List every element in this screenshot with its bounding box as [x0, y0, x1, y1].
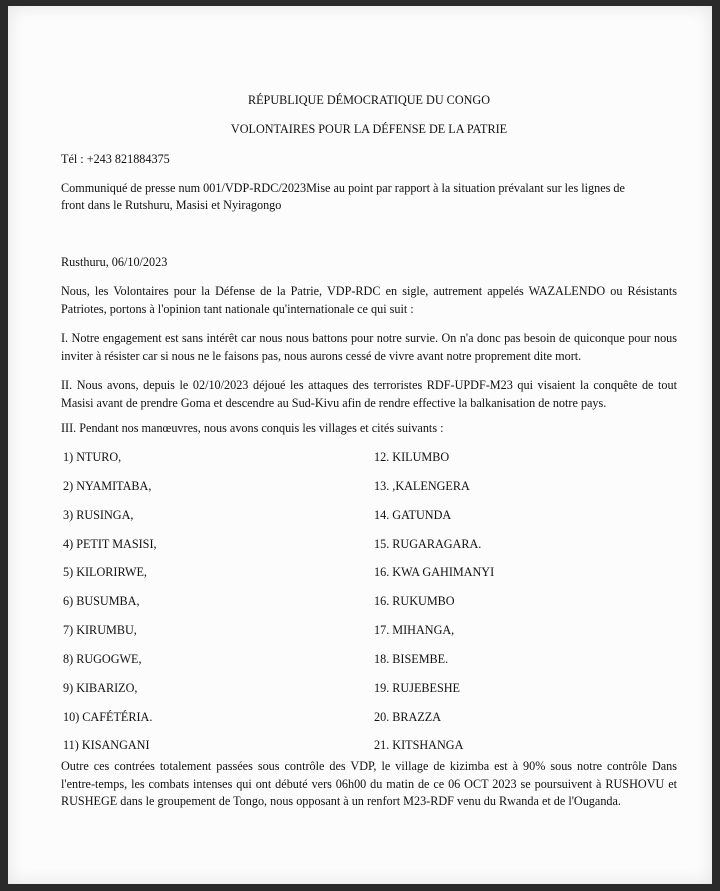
village-list-item: 20. BRAZZA: [374, 710, 442, 724]
village-list-item: 4) PETIT MASISI,: [63, 537, 157, 551]
village-list-item: 9) KIBARIZO,: [63, 681, 138, 695]
point-one-paragraph: I. Notre engagement est sans intérêt car nous nous battons pour notre survie. On n'a donc pas besoin de quiconque pour nous inviter à résister car si nous ne le faisons pas, nous aurons cessé de vivre avant notre proprement dite mort.: [61, 331, 677, 363]
village-list-item: 1) NTURO,: [63, 450, 122, 464]
village-list-item: 21. KITSHANGA: [374, 738, 464, 752]
village-list-item: 15. RUGARAGARA.: [374, 537, 482, 551]
village-list-item: 6) BUSUMBA,: [63, 594, 140, 608]
document-page: [8, 6, 712, 884]
village-list-item: 11) KISANGANI: [63, 738, 150, 752]
communique-title-line-1: Communiqué de presse num 001/VDP-RDC/2023Mise au point par rapport à la situation prévalant sur les lignes de: [61, 181, 625, 195]
village-list-item: 8) RUGOGWE,: [63, 652, 142, 666]
village-list-item: 5) KILORIRWE,: [63, 565, 147, 579]
village-list-item: 16. KWA GAHIMANYI: [374, 565, 495, 579]
place-date: Rusthuru, 06/10/2023: [61, 255, 168, 269]
intro-paragraph: Nous, les Volontaires pour la Défense de la Patrie, VDP-RDC en sigle, autrement appelés WAZALENDO ou Résistants Patriotes, portons à l'opinion tant nationale qu'internationale ce qui suit :: [61, 284, 677, 316]
village-list-item: 14. GATUNDA: [374, 508, 452, 522]
closing-paragraph: Outre ces contrées totalement passées sous contrôle des VDP, le village de kizimba est à 90% sous notre contrôle Dans l'entre-temps, les combats intenses qui ont débuté vers 06h00 du matin de ce 06 OCT 2023 se poursuivent à RUSHOVU et RUSHEGE dans le groupement de Tongo, nous opposant à un renfort M23-RDF venu du Rwanda et de l'Ouganda.: [61, 759, 677, 808]
village-list-item: 13. ,KALENGERA: [374, 479, 470, 493]
point-three-intro: III. Pendant nos manœuvres, nous avons conquis les villages et cités suivants :: [61, 421, 444, 435]
phone-line: Tél : +243 821884375: [61, 152, 170, 166]
country-heading: RÉPUBLIQUE DÉMOCRATIQUE DU CONGO: [247, 93, 491, 107]
village-list-item: 10) CAFÉTÉRIA.: [63, 710, 153, 724]
village-list-item: 17. MIHANGA,: [374, 623, 455, 637]
village-list-item: 19. RUJEBESHE: [374, 681, 460, 695]
communique-title-line-2: front dans le Rutshuru, Masisi et Nyiragongo: [61, 198, 282, 212]
village-list-item: 2) NYAMITABA,: [63, 479, 152, 493]
village-list-item: 12. KILUMBO: [374, 450, 450, 464]
village-list-item: 16. RUKUMBO: [374, 594, 455, 608]
village-list-item: 7) KIRUMBU,: [63, 623, 137, 637]
point-two-paragraph: II. Nous avons, depuis le 02/10/2023 déjoué les attaques des terroristes RDF-UPDF-M23 qui visaient la conquête de tout Masisi avant de prendre Goma et descendre au Sud-Kivu afin de rendre effective la balkanisation de notre pays.: [61, 378, 677, 410]
village-list-item: 3) RUSINGA,: [63, 508, 134, 522]
village-list-item: 18. BISEMBE.: [374, 652, 449, 666]
organization-heading: VOLONTAIRES POUR LA DÉFENSE DE LA PATRIE: [230, 122, 508, 136]
